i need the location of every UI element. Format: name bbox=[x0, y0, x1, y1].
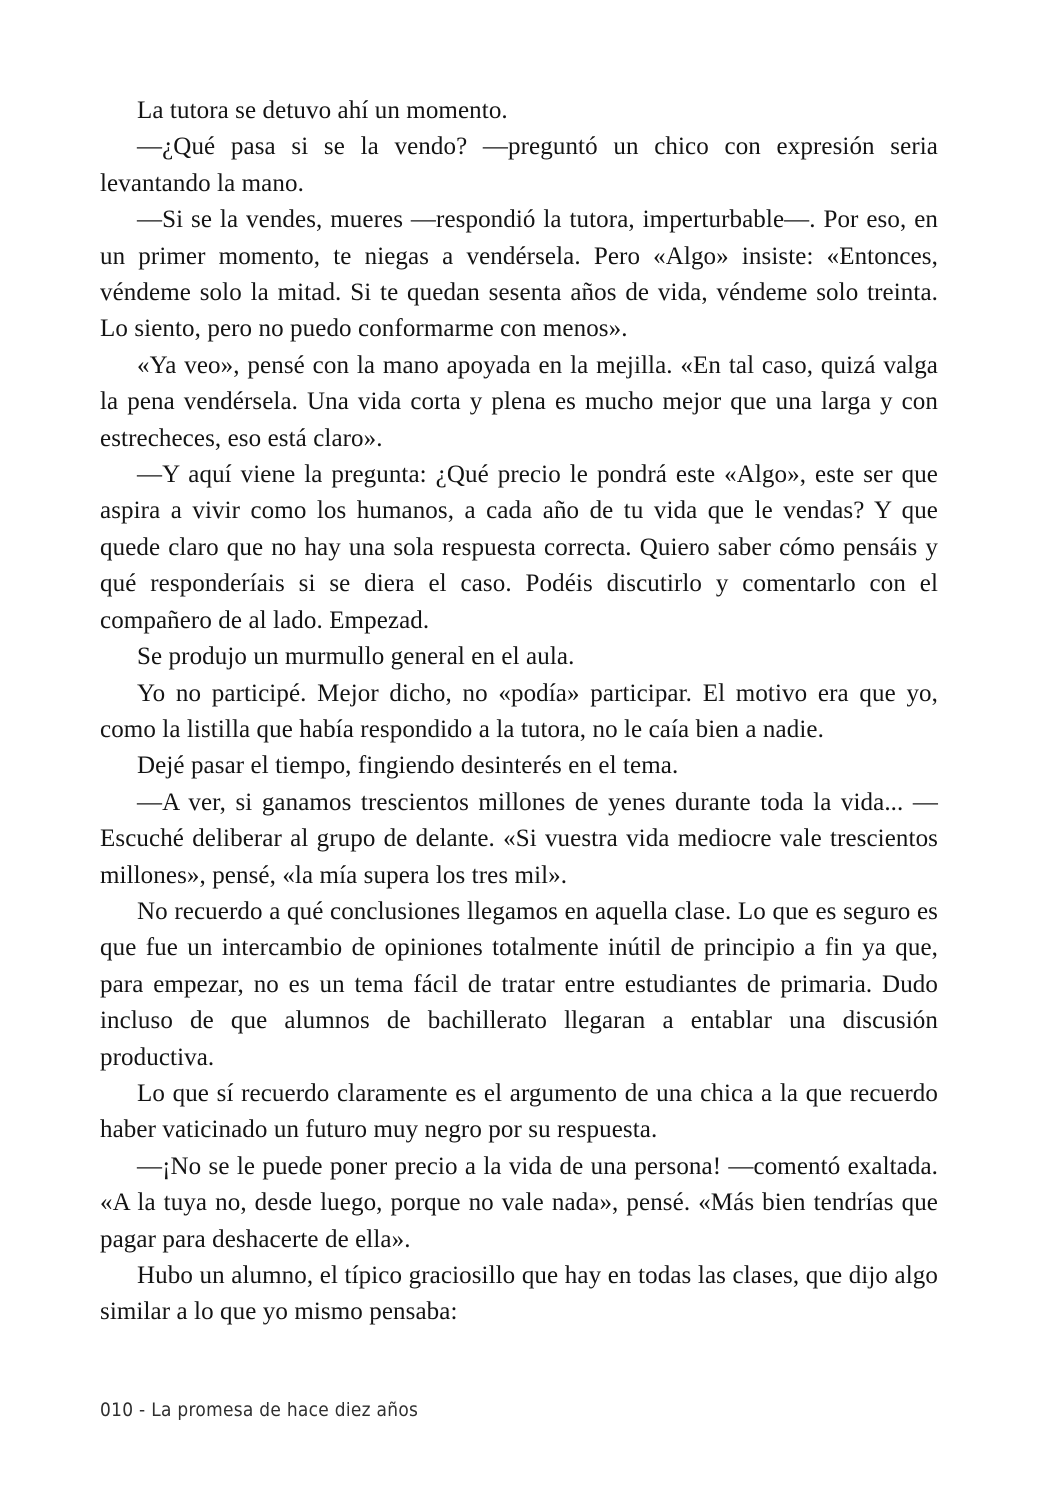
paragraph: Se produjo un murmullo general en el aula. bbox=[137, 643, 575, 671]
paragraph: La tutora se detuvo ahí un momento. bbox=[137, 97, 508, 124]
paragraph: «Ya veo», pensé con la mano apoyada en la mejilla. «En tal caso, quizá valga la pena vendérsela. Una vida corta y plena es mucho mejor que una larga y con estrecheces, eso está claro». bbox=[100, 351, 938, 452]
paragraph: Lo que sí recuerdo claramente es el argumento de una chica a la que recuerdo haber vaticinado un futuro muy negro por su respuesta. bbox=[100, 1079, 938, 1144]
paragraph: Dejé pasar el tiempo, fingiendo desinterés en el tema. bbox=[137, 752, 679, 780]
paragraph: No recuerdo a qué conclusiones llegamos en aquella clase. Lo que es seguro es que fue un intercambio de opiniones totalmente inútil de principio a fin ya que, para empezar, no es un tema fácil de tratar entre estudiantes de primaria. Dudo incluso de que alumnos de bachillerato llegaran a entablar una discusión productiva. bbox=[100, 897, 938, 1071]
paragraph: —¡No se le puede poner precio a la vida de una persona! —comentó exaltada. «A la tuya no, desde luego, porque no vale nada», pensé. «Más bien tendrías que pagar para deshacerte de ella». bbox=[100, 1152, 938, 1253]
paragraph: —¿Qué pasa si se la vendo? —preguntó un chico con expresión seria levantando la mano. bbox=[100, 133, 938, 197]
paragraph: Yo no participé. Mejor dicho, no «podía» participar. El motivo era que yo, como la listilla que había respondido a la tutora, no le caía bien a nadie. bbox=[100, 679, 938, 743]
paragraph: Hubo un alumno, el típico graciosillo que hay en todas las clases, que dijo algo similar a lo que yo mismo pensaba: bbox=[100, 1262, 938, 1326]
footer-running-title: 010 - La promesa de hace diez años bbox=[100, 1400, 419, 1422]
paragraph: —A ver, si ganamos trescientos millones de yenes durante toda la vida... —Escuché deliberar al grupo de delante. «Si vuestra vida mediocre vale trescientos millones», pensé, «la mía supera los tres mil». bbox=[100, 788, 938, 889]
paragraph: —Si se la vendes, mueres —respondió la tutora, imperturbable—. Por eso, en un primer momento, te niegas a vendérsela. Pero «Algo» insiste: «Entonces, véndeme solo la mitad. Si te quedan sesenta años de vida, véndeme solo treinta. Lo siento, pero no puedo conformarme con menos». bbox=[100, 206, 938, 343]
page-footer bbox=[100, 1400, 418, 1422]
page-text-block bbox=[100, 93, 938, 1331]
paragraph: —Y aquí viene la pregunta: ¿Qué precio le pondrá este «Algo», este ser que aspira a vivir como los humanos, a cada año de tu vida que le vendas? Y que quede claro que no hay una sola respuesta correcta. Quiero saber cómo pensáis y qué responderíais si se diera el caso. Podéis discutirlo y comentarlo con el compañero de al lado. Empezad. bbox=[100, 461, 938, 634]
